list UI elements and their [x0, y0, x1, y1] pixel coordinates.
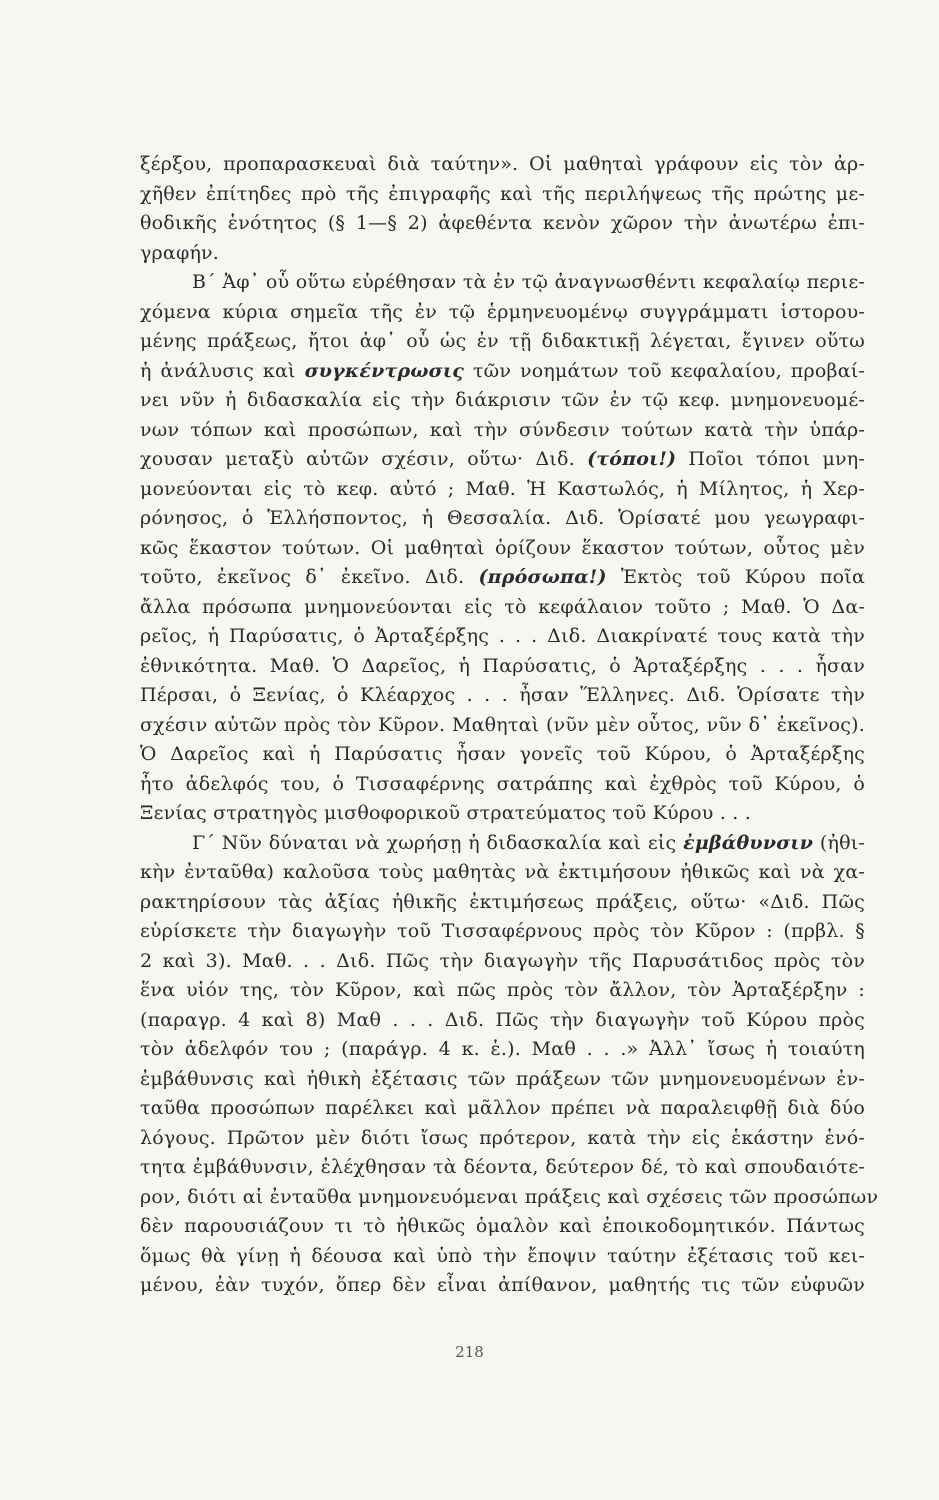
line-text: ἡ ἀνάλυσις καὶ [140, 359, 305, 382]
line-text: σχέσιν αὐτῶν πρὸς τὸν Κῦρον. Μαθηταὶ (νῦν μὲν οὗτος, νῦν δ᾽ ἐκεῖνος). [140, 713, 865, 736]
line-text: ὅμως θὰ γίνῃ ἡ δέουσα καὶ ὑπὸ τὴν ἔποψιν ταύτην ἐξέτασις τοῦ κει- [140, 1244, 865, 1267]
text-line [140, 1035, 865, 1065]
line-text: ρεῖος, ἡ Παρύσατις, ὁ Ἀρταξέρξης . . . Διδ. Διακρίνατέ τους κατὰ τὴν [140, 625, 865, 647]
line-text: Ξενίας στρατηγὸς μισθοφορικοῦ στρατεύματος τοῦ Κύρου . . . [140, 802, 751, 824]
line-text: Β΄ Ἀφ᾽ οὗ οὕτω εὑρέθησαν τὰ ἐν τῷ ἀναγνωσθέντι κεφαλαίῳ περιε- [192, 271, 865, 293]
line-text: ἐθνικότητα. Μαθ. Ὁ Δαρεῖος, ἡ Παρύσατις, ὁ Ἀρταξέρξης . . . ἦσαν [140, 654, 865, 677]
text-line [140, 1153, 865, 1183]
line-text: Ἐκτὸς τοῦ Κύρου ποῖα [606, 566, 865, 588]
text-line [140, 386, 865, 416]
line-text: γραφήν. [140, 241, 220, 264]
text-line [140, 1124, 865, 1154]
text-line [140, 150, 865, 180]
line-text: τοῦτο, ἐκεῖνος δ᾽ ἐκεῖνο. Διδ. [140, 566, 479, 588]
line-text: κῶς ἕκαστον τούτων. Οἱ μαθηταὶ ὁρίζουν ἕκαστον τούτων, οὗτος μὲν [140, 536, 865, 559]
line-text: ἦτο ἀδελφός του, ὁ Τισσαφέρνης σατράπης καὶ ἐχθρὸς τοῦ Κύρου, ὁ [140, 772, 865, 795]
line-text: Ὁ Δαρεῖος καὶ ἡ Παρύσατις ἦσαν γονεῖς τοῦ Κύρου, ὁ Ἀρταξέρξης [140, 743, 865, 765]
text-line [140, 357, 865, 387]
line-text: Πέρσαι, ὁ Ξενίας, ὁ Κλέαρχος . . . ἦσαν Ἕλληνες. Διδ. Ὁρίσατε τὴν [140, 684, 865, 706]
line-text: ρακτηρίσουν τὰς ἀξίας ἠθικῆς ἐκτιμήσεως πράξεις, οὕτω· «Διδ. Πῶς [140, 890, 865, 913]
line-text: εὑρίσκετε τὴν διαγωγὴν τοῦ Τισσαφέρνους πρὸς τὸν Κῦρον : (πρβλ. § [140, 920, 865, 942]
text-line [140, 858, 865, 888]
line-text: κὴν ἐνταῦθα) καλοῦσα τοὺς μαθητὰς νὰ ἐκτιμήσουν ἠθικῶς καὶ νὰ χα- [140, 861, 865, 883]
text-line [140, 180, 865, 210]
text-line [140, 1271, 865, 1301]
line-text: μένης πράξεως, ἤτοι ἀφ᾽ οὗ ὡς ἐν τῇ διδακτικῇ λέγεται, ἔγινεν οὕτω [140, 330, 865, 352]
line-text: νει νῦν ἡ διδασκαλία εἰς τὴν διάκρισιν τῶν ἐν τῷ κεφ. μνημονευομέ- [140, 389, 865, 411]
text-line [140, 593, 865, 623]
line-text: ἕνα υἱόν της, τὸν Κῦρον, καὶ πῶς πρὸς τὸν ἄλλον, τὸν Ἀρταξέρξην : [140, 979, 865, 1001]
line-text: μονεύονται εἰς τὸ κεφ. αὐτό ; Μαθ. Ἡ Καστωλός, ἡ Μίλητος, ἡ Χερ- [140, 477, 865, 500]
text-line [140, 534, 865, 564]
text-line [140, 1065, 865, 1095]
line-text: χῆθεν ἐπίτηδες πρὸ τῆς ἐπιγραφῆς καὶ τῆς περιλήψεως τῆς πρώτης με- [140, 182, 865, 205]
line-text: τητα ἐμβάθυνσιν, ἐλέχθησαν τὰ δέοντα, δεύτερον δέ, τὸ καὶ σπουδαιότε- [140, 1156, 865, 1178]
page-body [140, 150, 879, 1301]
line-text: ἐμβάθυνσις καὶ ἠθικὴ ἐξέτασις τῶν πράξεων τῶν μνημονευομένων ἐν- [140, 1067, 865, 1090]
text-line [140, 888, 865, 918]
text-line [140, 622, 865, 652]
emphasis-term: (τόποι!) [587, 448, 677, 470]
text-line [140, 829, 865, 859]
line-text: ταῦθα προσώπων παρέλκει καὶ μᾶλλον πρέπει νὰ παραλειφθῇ διὰ δύο [140, 1097, 865, 1119]
text-line [140, 976, 865, 1006]
text-line [140, 917, 865, 947]
emphasis-term: συγκέντρωσις [304, 359, 464, 382]
text-line [140, 445, 865, 475]
text-line [140, 947, 865, 977]
line-text: χόμενα κύρια σημεῖα τῆς ἐν τῷ ἑρμηνευομένῳ συγγράμματι ἱστορου- [140, 300, 865, 323]
text-line [140, 298, 865, 328]
line-text: τὸν ἀδελφόν του ; (παράγρ. 4 κ. ἑ.). Μαθ . . .» Ἀλλ᾽ ἴσως ἡ τοιαύτη [140, 1038, 865, 1060]
line-text: (παραγρ. 4 καὶ 8) Μαθ . . . Διδ. Πῶς τὴν διαγωγὴν τοῦ Κύρου πρὸς [140, 1008, 865, 1031]
text-line [140, 1006, 865, 1036]
line-text: ξέρξου, προπαρασκευαὶ διὰ ταύτην». Οἱ μαθηταὶ γράφουν εἰς τὸν ἀρ- [140, 153, 865, 175]
line-text: χουσαν μεταξὺ αὐτῶν σχέσιν, οὕτω· Διδ. [140, 448, 588, 470]
text-line [140, 209, 865, 239]
line-text: τῶν νοημάτων τοῦ κεφαλαίου, προβαί- [464, 359, 865, 382]
text-line [140, 799, 865, 829]
text-line [140, 681, 865, 711]
text-line [140, 239, 865, 269]
line-text: ἄλλα πρόσωπα μνημονεύονται εἰς τὸ κεφάλαιον τοῦτο ; Μαθ. Ὁ Δα- [140, 595, 865, 618]
text-line [140, 711, 865, 741]
text-line [140, 1094, 865, 1124]
text-line [140, 268, 865, 298]
text-line [140, 652, 865, 682]
line-text: λόγους. Πρῶτον μὲν διότι ἴσως πρότερον, κατὰ τὴν εἰς ἑκάστην ἑνό- [140, 1126, 865, 1149]
line-text: νων τόπων καὶ προσώπων, καὶ τὴν σύνδεσιν τούτων κατὰ τὴν ὑπάρ- [140, 418, 865, 441]
line-text: (ἠθι- [813, 831, 865, 854]
line-text: ρόνησος, ὁ Ἑλλήσποντος, ἡ Θεσσαλία. Διδ. Ὁρίσατέ μου γεωγραφι- [140, 507, 865, 529]
page-number: 218 [455, 1343, 484, 1361]
emphasis-term: (πρόσωπα!) [478, 566, 607, 588]
emphasis-term: ἐμβάθυνσιν [683, 831, 814, 854]
line-text: Ποῖοι τόποι μνη- [676, 448, 865, 470]
text-line [140, 327, 865, 357]
line-text: 2 καὶ 3). Μαθ. . . Διδ. Πῶς τὴν διαγωγὴν τῆς Παρυσάτιδος πρὸς τὸν [140, 949, 865, 972]
text-line [140, 475, 865, 505]
line-text: δὲν παρουσιάζουν τι τὸ ἠθικῶς ὁμαλὸν καὶ ἐποικοδομητικόν. Πάντως [140, 1215, 865, 1237]
text-line [140, 563, 865, 593]
text-line [140, 770, 865, 800]
text-line [140, 416, 865, 446]
text-line [140, 1212, 865, 1242]
text-line [140, 1242, 865, 1272]
line-text: ρον, διότι αἱ ἐνταῦθα μνημονευόμεναι πράξεις καὶ σχέσεις τῶν προσώπων [140, 1185, 879, 1208]
line-text: Γ΄ Νῦν δύναται νὰ χωρήσῃ ἡ διδασκαλία καὶ εἰς [192, 831, 684, 854]
line-text: θοδικῆς ἑνότητος (§ 1—§ 2) ἀφεθέντα κενὸν χῶρον τὴν ἀνωτέρω ἐπι- [140, 212, 865, 234]
text-line [140, 740, 865, 770]
text-line [140, 1183, 879, 1213]
text-line [140, 504, 865, 534]
line-text: μένου, ἐὰν τυχόν, ὅπερ δὲν εἶναι ἀπίθανον, μαθητής τις τῶν εὐφυῶν [140, 1274, 865, 1296]
